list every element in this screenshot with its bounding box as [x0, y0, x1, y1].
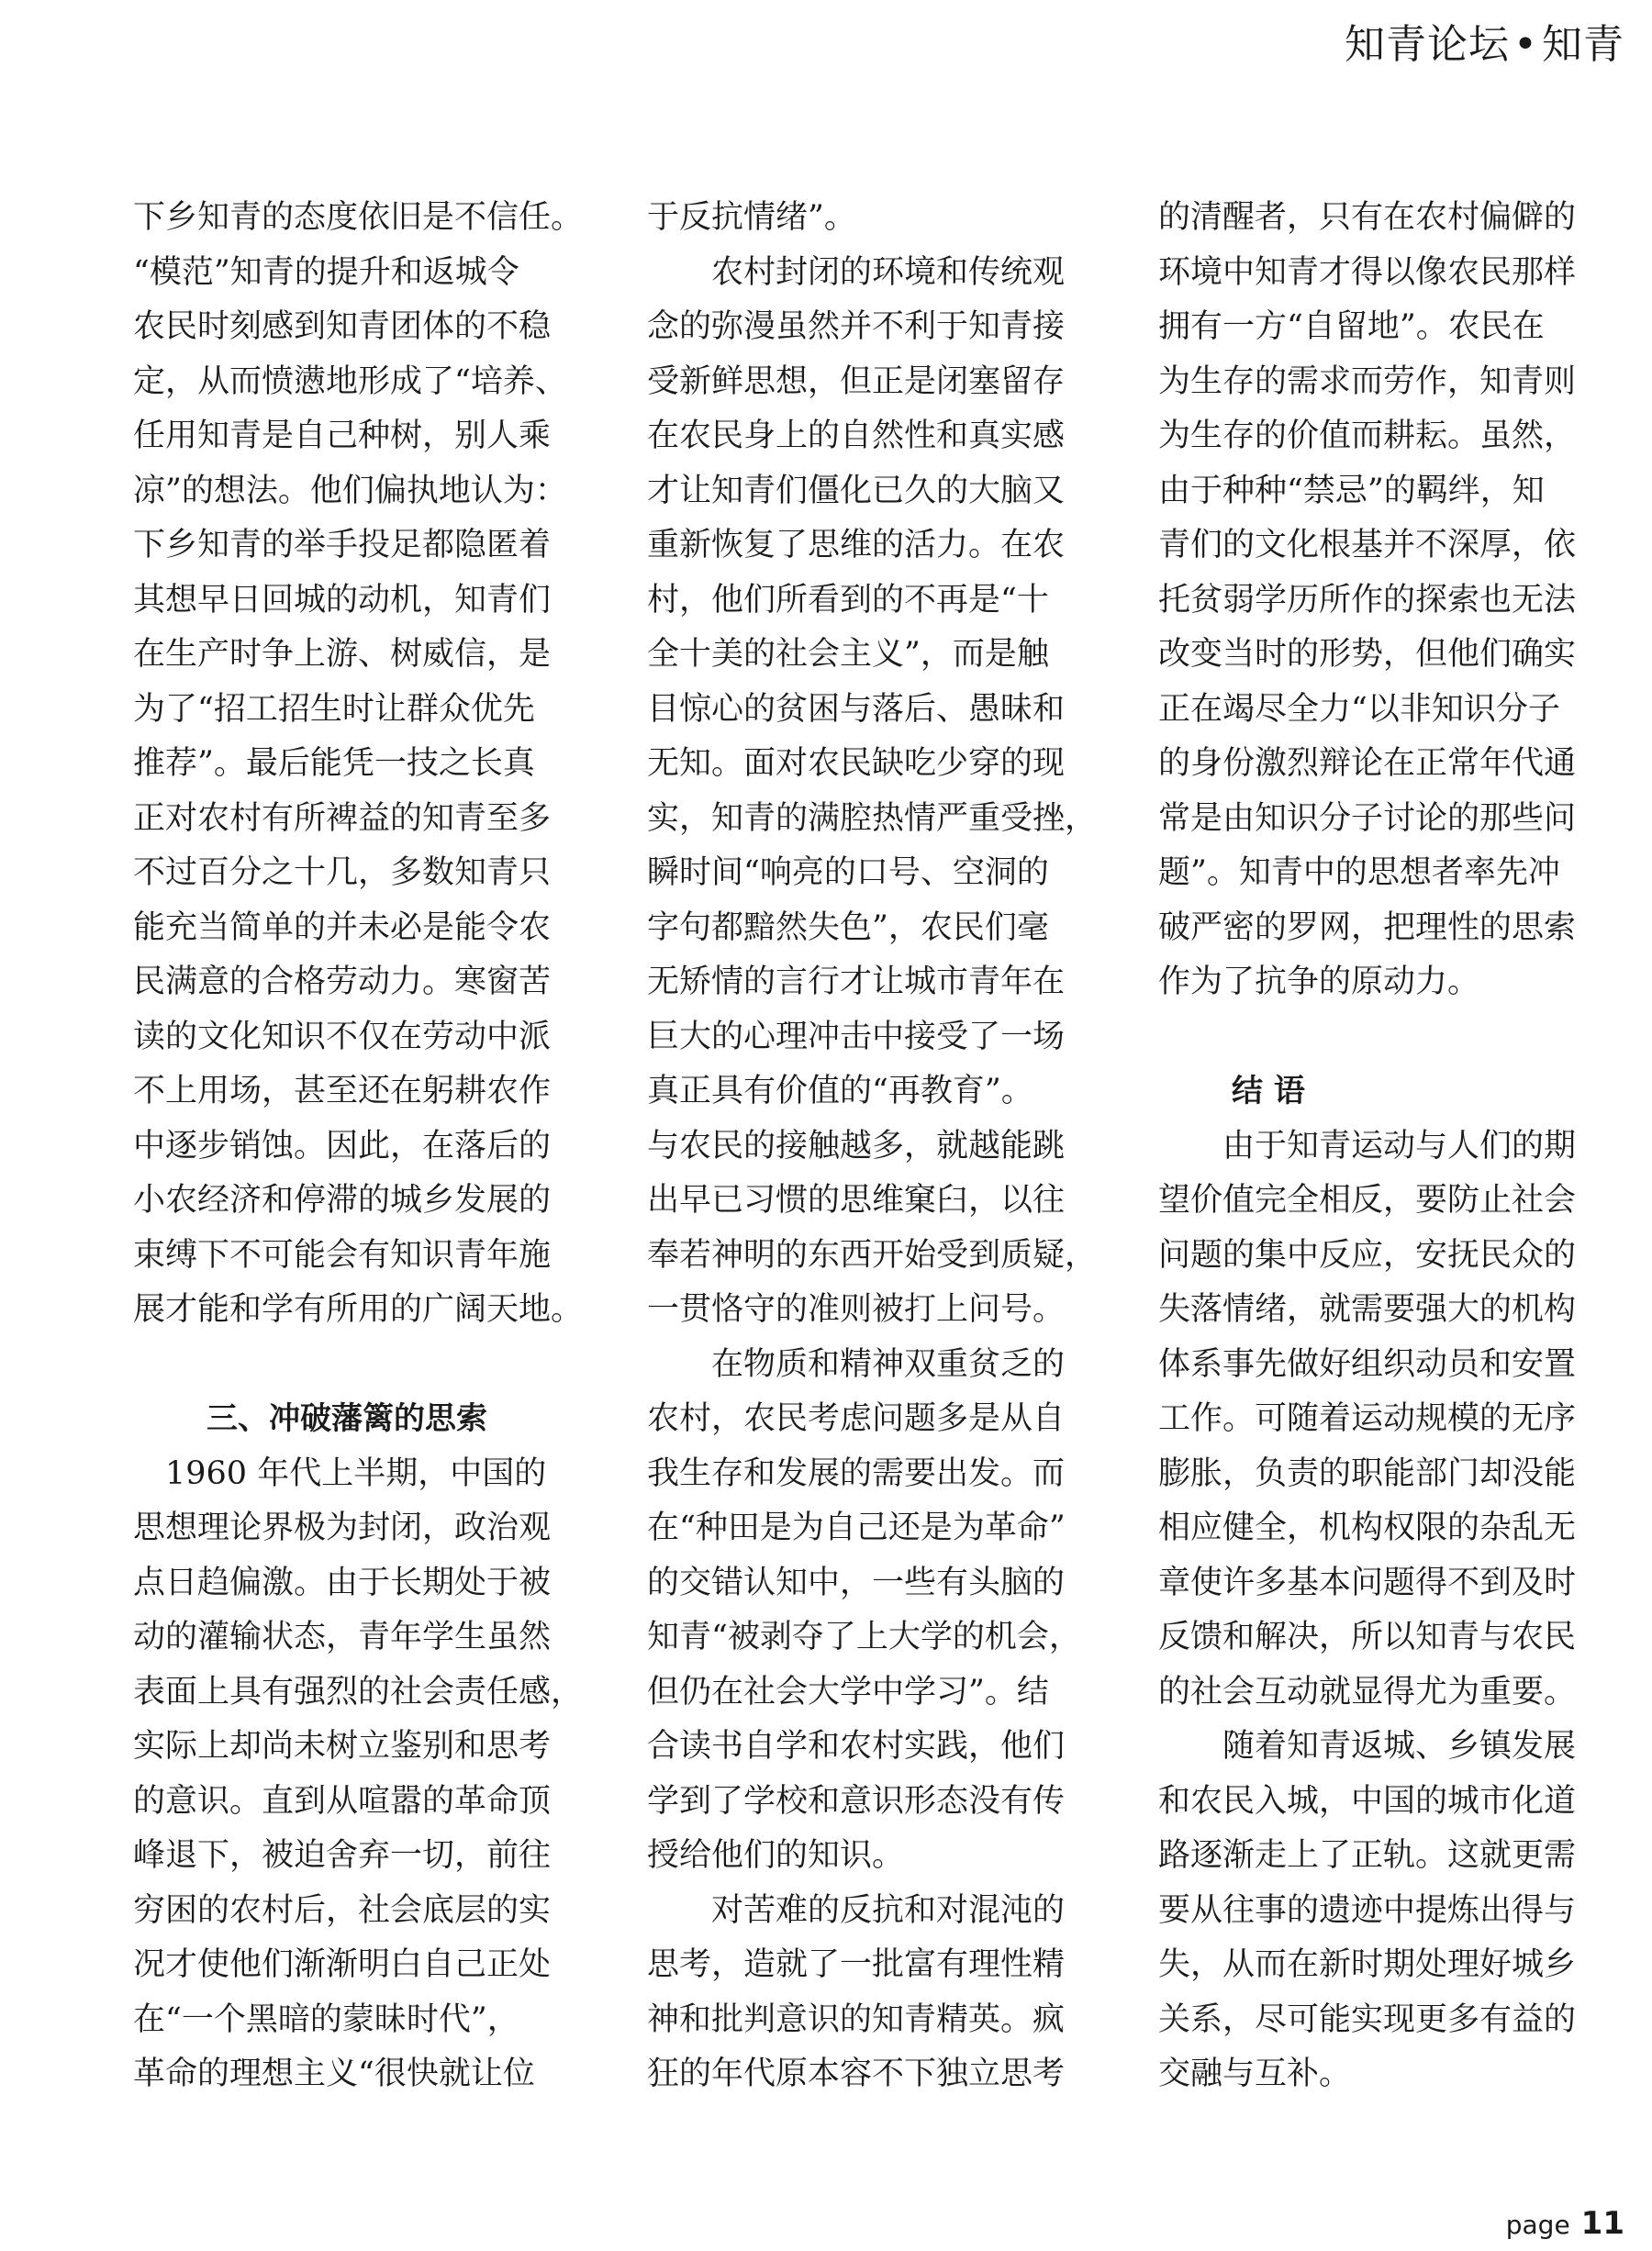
text-line: 实际上却尚未树立鉴别和思考 — [133, 1728, 552, 1765]
text-line: 任用知青是自己种树，别人乘 — [133, 418, 552, 454]
text-line: 出早已习惯的思维窠臼，以往 — [647, 1182, 1066, 1219]
text-line: 要从往事的遗迹中提炼出得与 — [1158, 1891, 1577, 1929]
text-line: 作为了抗争的原动力。 — [1158, 964, 1480, 1000]
header-subsection: 知青 — [1542, 21, 1624, 68]
text-line: 真正具有价值的“再教育”。 — [647, 1073, 1033, 1109]
text-column-2 — [647, 191, 1115, 2102]
text-line: 革命的理想主义“很快就让位 — [133, 2056, 535, 2092]
text-line: 思想理论界极为封闭，政治观 — [133, 1510, 552, 1546]
text-line: 不过百分之十几，多数知青只 — [133, 854, 552, 891]
text-line: 实，知青的满腔热情严重受挫， — [647, 799, 1098, 837]
text-line: 农民时刻感到知青团体的不稳 — [133, 308, 552, 345]
text-line: 下乡知青的举手投足都隐匿着 — [133, 527, 552, 563]
text-line: 读的文化知识不仅在劳动中派 — [133, 1018, 552, 1055]
text-line: 在“一个黑暗的蒙昧时代”， — [133, 2000, 519, 2038]
paragraph-gap — [133, 1338, 601, 1393]
section-heading: 结 语 — [1232, 1073, 1305, 1109]
text-line: 为生存的价值而耕耘。虽然， — [1158, 418, 1577, 454]
text-line: 动的灌输状态，青年学生虽然 — [133, 1619, 552, 1655]
text-line: 正在竭尽全力“以非知识分子 — [1158, 690, 1560, 728]
text-line: 的清醒者，只有在农村偏僻的 — [1158, 199, 1577, 236]
text-line: 膨胀，负责的职能部门却没能 — [1158, 1454, 1577, 1492]
text-line: 点日趋偏激。由于长期处于被 — [133, 1564, 552, 1601]
text-line: 展才能和学有所用的广阔天地。 — [133, 1291, 584, 1328]
text-line: 和农民入城，中国的城市化道 — [1158, 1782, 1577, 1820]
text-line: 狂的年代原本容不下独立思考 — [647, 2056, 1066, 2092]
text-line: 拥有一方“自留地”。农民在 — [1158, 308, 1545, 345]
text-line: 为生存的需求而劳作，知青则 — [1158, 362, 1577, 400]
text-line: 交融与互补。 — [1158, 2056, 1352, 2092]
text-line: 相应健全，机构权限的杂乱无 — [1158, 1510, 1577, 1546]
text-line: 巨大的心理冲击中接受了一场 — [647, 1018, 1066, 1055]
text-line: 正对农村有所裨益的知青至多 — [133, 799, 552, 837]
text-line: 农村，农民考虑问题多是从自 — [647, 1400, 1066, 1437]
text-line: 的社会互动就显得尤为重要。 — [1158, 1673, 1577, 1711]
paragraph-gap — [1158, 1010, 1626, 1065]
text-line: 能充当简单的并未必是能令农 — [133, 908, 552, 946]
text-line: 字句都黯然失色”，农民们毫 — [647, 908, 1049, 946]
text-line: “模范”知青的提升和返城令 — [133, 253, 519, 291]
text-line: 望价值完全相反，要防止社会 — [1158, 1182, 1577, 1219]
text-line: 奉若神明的东西开始受到质疑， — [647, 1236, 1098, 1274]
text-line: 民满意的合格劳动力。寒窗苦 — [133, 964, 552, 1000]
text-line: 峰退下，被迫舍弃一切，前往 — [133, 1837, 552, 1874]
text-line: 目惊心的贫困与落后、愚昧和 — [647, 690, 1066, 728]
text-line: 反馈和解决，所以知青与农民 — [1158, 1619, 1577, 1655]
text-line: 的交错认知中，一些有头脑的 — [647, 1564, 1066, 1601]
text-line: 随着知青返城、乡镇发展 — [1158, 1728, 1577, 1765]
text-line: 青们的文化根基并不深厚，依 — [1158, 527, 1577, 563]
text-line: 我生存和发展的需要出发。而 — [647, 1454, 1066, 1492]
text-line: 思考，造就了一批富有理性精 — [647, 1946, 1066, 1983]
text-line: 中逐步销蚀。因此，在落后的 — [133, 1127, 552, 1165]
text-line: 念的弥漫虽然并不利于知青接 — [647, 308, 1066, 345]
text-line: 章使许多基本问题得不到及时 — [1158, 1564, 1577, 1601]
page-number: 11 — [1580, 2205, 1624, 2242]
text-line: 为了“招工招生时让群众优先 — [133, 690, 535, 728]
text-line: 授给他们的知识。 — [647, 1837, 905, 1874]
text-line: 无矫情的言行才让城市青年在 — [647, 964, 1066, 1000]
text-line: 改变当时的形势，但他们确实 — [1158, 636, 1577, 673]
text-line: 破严密的罗网，把理性的思索 — [1158, 908, 1577, 946]
text-line: 下乡知青的态度依旧是不信任。 — [133, 199, 584, 236]
text-line: 重新恢复了思维的活力。在农 — [647, 527, 1066, 563]
header-section: 知青论坛 — [1345, 21, 1511, 68]
text-line: 的意识。直到从喧嚣的革命顶 — [133, 1782, 552, 1820]
text-line: 路逐渐走上了正轨。这就更需 — [1158, 1837, 1577, 1874]
page-label: page — [1505, 2210, 1570, 2240]
text-line: 由于知青运动与人们的期 — [1158, 1127, 1577, 1165]
text-line: 束缚下不可能会有知识青年施 — [133, 1236, 552, 1274]
text-line: 托贫弱学历所作的探索也无法 — [1158, 581, 1577, 618]
text-line: 对苦难的反抗和对混沌的 — [647, 1891, 1066, 1929]
text-line: 学到了学校和意识形态没有传 — [647, 1782, 1066, 1820]
text-line: 失，从而在新时期处理好城乡 — [1158, 1946, 1577, 1983]
text-line: 村，他们所看到的不再是“十 — [647, 581, 1049, 618]
text-line: 小农经济和停滞的城乡发展的 — [133, 1182, 552, 1219]
text-line: 于反抗情绪”。 — [647, 199, 856, 236]
text-line: 神和批判意识的知青精英。疯 — [647, 2000, 1066, 2038]
running-header — [1345, 11, 1624, 70]
text-line: 凉”的想法。他们偏执地认为： — [133, 472, 567, 509]
text-line: 一贯恪守的准则被打上问号。 — [647, 1291, 1066, 1328]
text-column-1 — [133, 191, 601, 2102]
text-line: 全十美的社会主义”，而是触 — [647, 636, 1049, 673]
header-separator: • — [1513, 21, 1538, 68]
text-line: 农村封闭的环境和传统观 — [647, 253, 1066, 291]
text-line: 由于种种“禁忌”的羁绊，知 — [1158, 472, 1545, 509]
text-line: 受新鲜思想，但正是闭塞留存 — [647, 362, 1066, 400]
text-line: 不上用场，甚至还在躬耕农作 — [133, 1073, 552, 1109]
text-line: 其想早日回城的动机，知青们 — [133, 581, 552, 618]
text-line: 工作。可随着运动规模的无序 — [1158, 1400, 1577, 1437]
text-line: 失落情绪，就需要强大的机构 — [1158, 1291, 1577, 1328]
text-line: 知青“被剥夺了上大学的机会， — [647, 1619, 1081, 1655]
section-heading: 三、冲破藩篱的思索 — [206, 1400, 487, 1437]
text-line: 1960 年代上半期，中国的 — [133, 1454, 547, 1492]
text-line: 的身份激烈辩论在正常年代通 — [1158, 745, 1577, 782]
text-line: 关系，尽可能实现更多有益的 — [1158, 2000, 1577, 2038]
text-line: 在物质和精神双重贫乏的 — [647, 1345, 1066, 1383]
text-line: 定，从而愤懑地形成了“培养、 — [133, 362, 567, 400]
text-line: 题”。知青中的思想者率先冲 — [1158, 854, 1560, 891]
text-line: 与农民的接触越多，就越能跳 — [647, 1127, 1066, 1165]
text-line: 常是由知识分子讨论的那些问 — [1158, 799, 1577, 837]
text-line: 体系事先做好组织动员和安置 — [1158, 1345, 1577, 1383]
text-line: 问题的集中反应，安抚民众的 — [1158, 1236, 1577, 1274]
text-line: 合读书自学和农村实践，他们 — [647, 1728, 1066, 1765]
text-line: 才让知青们僵化已久的大脑又 — [647, 472, 1066, 509]
text-line: 况才使他们渐渐明白自己正处 — [133, 1946, 552, 1983]
text-line: 表面上具有强烈的社会责任感， — [133, 1673, 584, 1711]
text-line: 推荐”。最后能凭一技之长真 — [133, 745, 535, 782]
text-column-3 — [1158, 191, 1626, 2102]
text-line: 在农民身上的自然性和真实感 — [647, 418, 1066, 454]
text-line: 穷困的农村后，社会底层的实 — [133, 1891, 552, 1929]
text-line: 在生产时争上游、树威信，是 — [133, 636, 552, 673]
text-line: 环境中知青才得以像农民那样 — [1158, 253, 1577, 291]
text-line: 但仍在社会大学中学习”。结 — [647, 1673, 1049, 1711]
text-line: 在“种田是为自己还是为革命” — [647, 1510, 1066, 1546]
page-footer — [1506, 2205, 1624, 2242]
text-line: 瞬时间“响亮的口号、空洞的 — [647, 854, 1049, 891]
text-line: 无知。面对农民缺吃少穿的现 — [647, 745, 1066, 782]
